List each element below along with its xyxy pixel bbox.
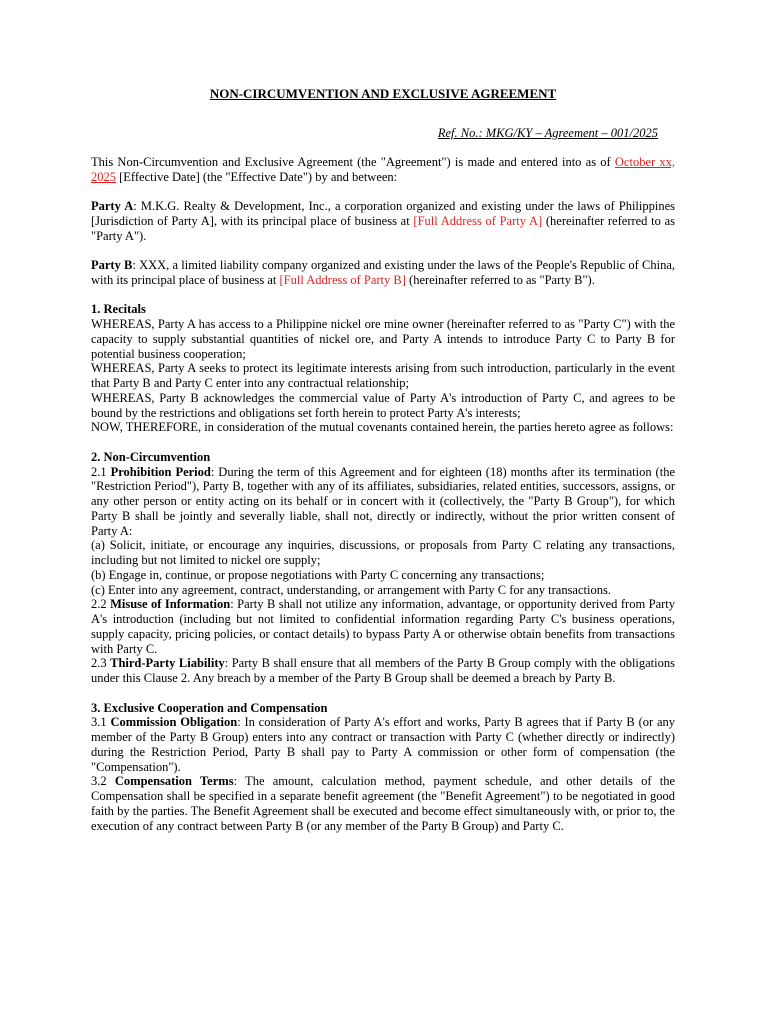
clause-2-1-item-b: (b) Engage in, continue, or propose negotiations with Party C concerning any transactions; xyxy=(91,567,545,582)
section-1-heading-text: 1. Recitals xyxy=(91,302,146,317)
party-b-paragraph xyxy=(91,258,675,288)
party-b-text-end: (hereinafter referred to as "Party B"). xyxy=(405,272,595,287)
clause-text: : Party B shall ensure that all members of the Party B Group comply with the obligations under this Clause 2. Any breach by a member of the Party B Group shall be deemed a breach by Party B. xyxy=(91,656,675,685)
recital-1: WHEREAS, Party A has access to a Philippine nickel ore mine owner (hereinafter referred to as "Party C") with the capacity to supply substantial quantities of nickel ore, and Party A intends to introduce Party C to Party B for potential business cooperation; xyxy=(91,317,675,361)
intro-text: This Non-Circumvention and Exclusive Agreement (the "Agreement") is made and entered into as of xyxy=(91,154,615,169)
clause-label: Misuse of Information xyxy=(110,597,231,612)
section-3-heading-text: 3. Exclusive Cooperation and Compensation xyxy=(91,700,328,715)
recital-4: NOW, THEREFORE, in consideration of the mutual covenants contained herein, the parties hereto agree as follows: xyxy=(91,420,674,435)
clause-2-1-item-a: (a) Solicit, initiate, or encourage any inquiries, discussions, or proposals from Party C relating any transactions, including but not limited to nickel ore supply; xyxy=(91,538,675,567)
party-b-label: Party B xyxy=(91,258,133,272)
clause-number: 2.2 xyxy=(91,597,111,612)
clause-label: Third-Party Liability xyxy=(110,656,225,671)
clause-2-1 xyxy=(91,465,675,539)
document-body xyxy=(91,86,675,833)
clause-number: 3.1 xyxy=(91,715,111,730)
party-a-text-end: (hereinafter referred to as "Party A"). xyxy=(91,213,676,243)
clause-text: : Party B shall not utilize any information, advantage, or opportunity derived from Party A's introduction (including but not limited to confidential information regarding Party C's business operations, supply capacity, pricing policies, or contact details) to bypass Party A or otherwise obtain benefits from transactions with Party C. xyxy=(91,597,676,656)
effective-date-placeholder: October xx, 2025 xyxy=(91,154,676,184)
section-3-heading xyxy=(91,701,675,716)
clause-2-2 xyxy=(91,597,675,656)
clause-number: 2.3 xyxy=(91,656,111,671)
clause-2-3 xyxy=(91,656,675,686)
clause-text: : During the term of this Agreement and for eighteen (18) months after its termination (the "Restriction Period"), Party B, together with any of its affiliates, subsidiaries, related entities, successors, assigns, or any other person or entity acting on its behalf or in concert with it (collectively, the "Party B Group"), for which Party B shall be jointly and severally liable, shall not, directly or indirectly, without the prior written consent of Party A: xyxy=(91,464,675,538)
clause-text: : In consideration of Party A's effort and works, Party B agrees that if Party B (or any member of the Party B Group) enters into any contract or transaction with Party C (whether directly or indirectly) during the Restriction Period, Party B shall pay to Party A commission or other form of compensation (the "Compensation"). xyxy=(91,715,676,774)
document-title: NON-CIRCUMVENTION AND EXCLUSIVE AGREEMENT xyxy=(209,86,557,101)
clause-text: : The amount, calculation method, payment schedule, and other details of the Compensation shall be specified in a separate benefit agreement (the "Benefit Agreement") to be negotiated in good faith by the parties. The Benefit Agreement shall be executed and become effect simultaneously with, or prior to, the execution of any contract between Party B (or any member of the Party B Group) and Party C. xyxy=(91,774,675,833)
party-a-text: : M.K.G. Realty & Development, Inc., a corporation organized and existing under the laws of Philippines [Jurisdiction of Party A], with its principal place of business at xyxy=(91,199,675,228)
clause-label: Compensation Terms xyxy=(114,774,234,789)
party-a-address-placeholder: [Full Address of Party A] xyxy=(413,213,543,228)
clause-number: 3.2 xyxy=(91,774,115,789)
intro-text-end: [Effective Date] (the "Effective Date") by and between: xyxy=(116,169,398,184)
party-b-text: : XXX, a limited liability company organized and existing under the laws of the People's Republic of China, with its principal place of business at xyxy=(91,258,675,287)
clause-3-1 xyxy=(91,715,675,774)
section-2-heading xyxy=(91,450,675,465)
section-2-heading-text: 2. Non-Circumvention xyxy=(91,449,211,464)
party-a-label: Party A xyxy=(91,199,134,213)
intro-paragraph xyxy=(91,155,675,185)
clause-2-1-item-c: (c) Enter into any agreement, contract, understanding, or arrangement with Party C for any transactions. xyxy=(91,582,611,597)
clause-label: Prohibition Period xyxy=(110,464,211,479)
section-1-heading xyxy=(91,302,675,317)
party-b-address-placeholder: [Full Address of Party B] xyxy=(279,272,406,287)
clause-number: 2.1 xyxy=(91,464,111,479)
party-a-paragraph xyxy=(91,199,675,243)
reference-number: Ref. No.: MKG/KY – Agreement – 001/2025 xyxy=(437,126,658,140)
recital-2: WHEREAS, Party A seeks to protect its legitimate interests arising from such introduction, particularly in the event that Party B and Party C enter into any contractual relationship; xyxy=(91,361,675,390)
clause-3-2 xyxy=(91,774,675,833)
clause-label: Commission Obligation xyxy=(110,715,238,730)
recital-3: WHEREAS, Party B acknowledges the commercial value of Party A's introduction of Party C, and agrees to be bound by the restrictions and obligations set forth herein to protect Party A's interests; xyxy=(91,390,675,420)
